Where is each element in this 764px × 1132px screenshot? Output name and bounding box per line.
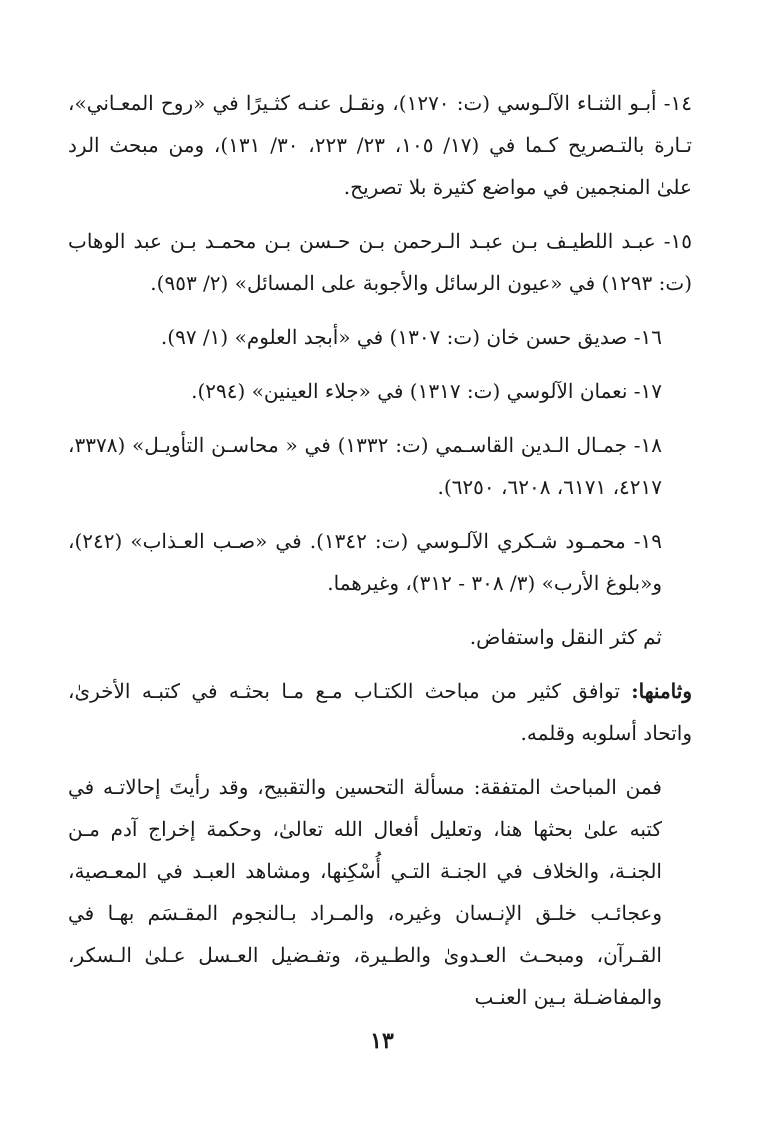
paragraph-item-17: ١٧- نعمان الآلوسي (ت: ١٣١٧) في «جلاء العينين» (٢٩٤). [191, 379, 662, 403]
paragraph-eighth-lead: وثامنها: [631, 679, 692, 703]
page-body [68, 82, 692, 1018]
paragraph-item-14: ١٤- أبـو الثنـاء الآلـوسي (ت: ١٢٧٠)، ونقـل عنـه كثـيرًا في «روح المعـاني»، تـارة بالتـصريح كـما في (١٧/ ١٠٥، ٢٣/ ٢٢٣، ٣٠/ ١٣١)، ومن مبحث الرد علىٰ المنجمين في مواضع كثيرة بلا تصريح. [68, 91, 693, 199]
paragraph-item-18: ١٨- جمـال الـدين القاسـمي (ت: ١٣٣٢) في « محاسـن التأويـل» (٣٣٧٨، ٤٢١٧، ٦١٧١، ٦٢٠٨، ٦٢٥٠). [68, 433, 662, 499]
paragraph-eighth-text: توافق كثير من مباحث الكتـاب مـع مـا بحثـه في كتبـه الأخرىٰ، واتحاد أسلوبه وقلمه. [68, 679, 692, 745]
paragraph-item-16: ١٦- صديق حسن خان (ت: ١٣٠٧) في «أبجد العلوم» (١/ ٩٧). [160, 325, 662, 349]
paragraph-item-19: ١٩- محمـود شـكري الآلـوسي (ت: ١٣٤٢). في «صـب العـذاب» (٢٤٢)، و«بلوغ الأرب» (٣/ ٣٠٨ - ٣١٢)، وغيرهما. [68, 529, 662, 595]
paragraph-item-15: ١٥- عبـد اللطيـف بـن عبـد الـرحمن بـن حـسن بـن محمـد بـن عبد الوهاب (ت: ١٢٩٣) في «عيون الرسائل والأجوبة على المسائل» (٢/ ٩٥٣). [68, 229, 692, 295]
paragraph-eighth [68, 670, 692, 754]
paragraph-spread: ثم كثر النقل واستفاض. [469, 625, 662, 649]
paragraph-agreed-topics: فمن المباحث المتفقة: مسألة التحسين والتقبيح، وقد رأيتَ إحالاتـه في كتبه علىٰ بحثها هنا، وتعليل أفعال الله تعالىٰ، وحكمة إخراج آدم مـن الجنـة، والخلاف في الجنـة التـي أُسْكِنها، ومشاهد العبـد في المعـصية، وعجائـب خلـق الإنـسان وغيره، والمـراد بـالنجوم المقـسَم بهـا في القـرآن، ومبحـث العـدوىٰ والطـيرة، وتفـضيل العـسل عـلىٰ الـسكر، والمفاضـلة بـين العنـب [68, 775, 662, 1009]
page-number: ١٣ [370, 1028, 394, 1054]
